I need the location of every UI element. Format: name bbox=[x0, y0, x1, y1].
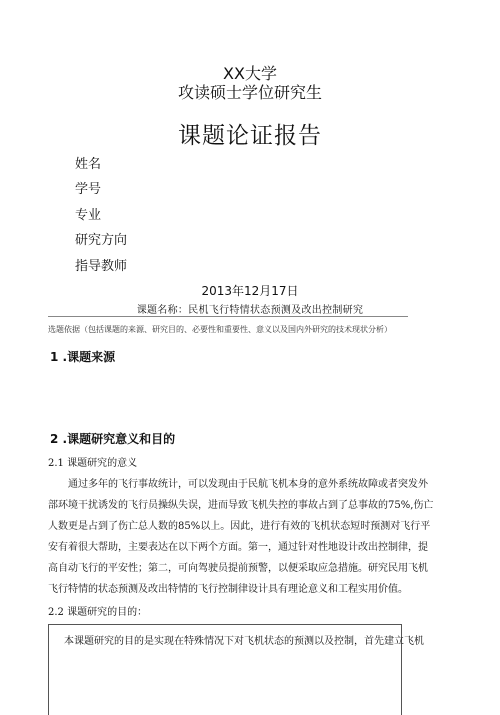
subsection-heading-significance: 2.1 课题研究的意义 bbox=[48, 458, 138, 469]
report-date: 2013年12月17日 bbox=[201, 284, 299, 298]
divider bbox=[48, 316, 408, 317]
report-title: 课题论证报告 bbox=[178, 123, 322, 149]
degree-line: 攻读硕士学位研究生 bbox=[177, 83, 322, 102]
purpose-line: 本课题研究的目的是实现在特殊情况下对飞机状态的预测以及控制，首先建立飞机 bbox=[64, 636, 424, 647]
field-advisor-label: 指导教师 bbox=[75, 259, 128, 274]
paragraph-line: 部环境干扰诱发的飞行员操纵失误，进而导致飞机失控的事故占到了总事故的75%,伤亡 bbox=[48, 500, 434, 511]
section-heading-source: 1 .课题来源 bbox=[50, 350, 116, 364]
paragraph-line: 人数更是占到了伤亡总人数的85%以上。因此，进行有效的飞机状态短时预测对飞行平 bbox=[48, 521, 431, 532]
topic-line: 课题名称：民机飞行特情状态预测及改出控制研究 bbox=[136, 305, 364, 316]
university-name: XX大学 bbox=[223, 64, 277, 83]
subsection-heading-purpose: 2.2 课题研究的目的： bbox=[48, 607, 148, 618]
paragraph-line: 通过多年的飞行事故统计，可以发现由于民航飞机本身的意外系统故障或者突发外 bbox=[68, 479, 428, 490]
field-student-id-label: 学号 bbox=[75, 182, 102, 197]
section-heading-significance: 2 .课题研究意义和目的 bbox=[50, 432, 176, 446]
paragraph-line: 飞行特情的状态预测及改出特情的飞行控制律设计具有理论意义和工程实用价值。 bbox=[48, 584, 408, 595]
significance-paragraph bbox=[48, 474, 434, 600]
paragraph-line: 安有着很大帮助，主要表达在以下两个方面。第一，通过针对性地设计改出控制律，提 bbox=[48, 542, 428, 553]
field-major-label: 专业 bbox=[75, 208, 102, 223]
field-direction-label: 研究方向 bbox=[75, 233, 128, 248]
basis-line: 选题依据（包括课题的来源、研究目的、必要性和重要性、意义以及国内外研究的技术现状分析） bbox=[48, 325, 392, 334]
field-name-label: 姓名 bbox=[75, 157, 102, 172]
paragraph-line: 高自动飞行的平安性；第二，可向驾驶员提前预警，以便采取应急措施。研究民用飞机 bbox=[48, 563, 428, 574]
